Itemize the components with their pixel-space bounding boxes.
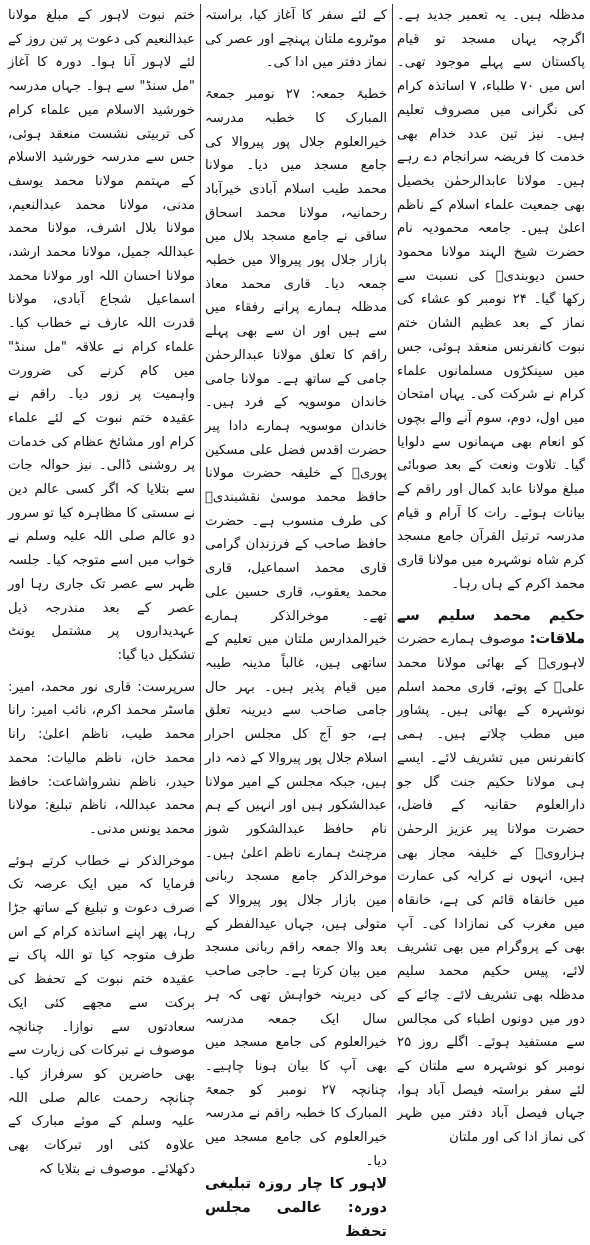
section-heading: حکیم محمد سلیم سے ملاقات: [397, 607, 585, 648]
paragraph: مدظلہ ہیں۔ یہ تعمیر جدید ہے۔ اگرچہ یہاں مسجد تو قیام پاکستان سے پہلے موجود تھی۔ اس میں ۷۰ طلباء، ۷ اساتذہ کرام کی نگرانی میں مصروف تعلیم ہیں۔ نیز تین عدد خدام بھی خدمت کا فریضہ سرانجام دے رہے ہیں۔ مولانا عابدالرحمٰن بخصیل بھی جمعیت علماء اسلام کے ناظم اعلیٰ ہیں۔ جامعہ محمودیہ نام حضرت شیخ الہند مولانا محمود حسن دیوبندیؒ کی نسبت سے رکھا گیا۔ ۲۴ نومبر کو عشاء کی نماز کے بعد عظیم الشان ختم نبوت کانفرنس منعقد ہوئی، جس میں سینکڑوں مسلمانوں علماء کرام نے شرکت کی۔ یہاں امتحان میں اول، دوم، سوم آنے والے بچوں کو انعام بھی مہمانوں سے دلوایا گیا۔ تلاوت ونعت کے بعد صوبائی مبلغ مولانا عابد کمال اور راقم کے بیانات ہوئے۔ رات کا آرام و قیام مدرسہ ترتیل القرآن جامع مسجد کرم شاہ نوشہرہ میں مولانا قاری محمد اکرم کے ہاں رہا۔ [397, 8, 585, 592]
section-heading: لاہور کا چار روزہ تبلیغی دورہ: عالمی مجلس تحفظ [205, 1176, 387, 1240]
paragraph: موخرالذکر نے خطاب کرتے ہوئے فرمایا کہ میں ایک عرصہ تک صرف دعوت و تبلیغ کے ساتھ جڑا رہا، پھر اپنے اساتذہ کرام کے اس طرف متوجہ کیا تو اللہ پاک نے عقیدہ ختم نبوت کے تحفظ کی برکت سے مجھے کئی ایک سعادتوں سے نوازا۔ چنانچہ موصوف نے تبرکات کی زیارت سے بھی حاضرین کو سرفراز کیا۔ چنانچہ رحمت عالم صلی اللہ علیہ وسلم کے موئے مبارک کے علاوہ کئی اور تبرکات بھی دکھلائے۔ موصوف نے بتلایا کہ [8, 853, 195, 1177]
column-divider [200, 4, 201, 912]
paragraph: ختم نبوت لاہور کے مبلغ مولانا عبدالنعیم کی دعوت پر تین روز کے لئے لاہور آنا ہوا۔ دورہ کا آغاز "مل سنڈ" سے ہوا۔ جہاں مدرسہ خورشید الاسلام میں علماء کرام کی تربیتی نشست منعقد ہوئی، جس سے مدرسہ خورشید الاسلام کے مہتمم مولانا محمد یوسف مدنی، مولانا محمد عبدالنعیم، مولانا بلال اشرف، مولانا محمد عبداللہ جمیل، مولانا محمد ارشد، مولانا احسان اللہ اور مولانا محمد اسماعیل شجاع آبادی، مولانا قدرت اللہ عارف نے خطاب کیا۔ علماء کرام نے علاقہ "مل سنڈ" میں کام کرنے کی ضرورت واہمیت پر زور دیا۔ راقم نے عقیدہ ختم نبوت کے لئے علماء کرام اور مشائخ عظام کی خدمات پر روشنی ڈالی۔ نیز حوالہ جات سے بتلایا کہ اگر کسی عالم دین نے سستی کا مظاہرہ کیا تو سرور دو عالم صلی اللہ علیہ وسلم نے خواب میں اسے متوجہ کیا۔ جلسہ ظہر سے عصر تک جاری رہا اور عصر کے بعد مندرجہ ذیل عہدیداروں پر مشتمل یونٹ تشکیل دیا گیا: [8, 8, 195, 663]
section-block [397, 605, 585, 1150]
paragraph: خطبۂ جمعہ: ۲۷ نومبر جمعۃ المبارک کا خطبہ مدرسہ خیرالعلوم جلال پور پیروالا کی جامع مسجد میں دیا۔ مولانا محمد طیب اسلام آبادی خیرآباد رحمانیہ، مولانا محمد اسحاق ساقی نے جامع مسجد بلال میں بازار جلال پور پیروالا میں خطبہ جمعہ دیا۔ قاری محمد معاذ مدظلہ ہمارے پرانے رفقاء میں سے ہیں اور ان سے بھی پہلے راقم کا تعلق مولانا عبدالرحمٰن جامی کے ساتھ ہے۔ مولانا جامی خاندان موسویہ کے فرد ہیں۔ خاندان موسویہ ہمارے دادا پیر حضرت اقدس فضل علی مسکین پوریؒ کے خلیفہ حضرت مولانا حافظ محمد موسیٰ نقشبندیؒ کی طرف منسوب ہے۔ حضرت حافظ صاحب کے فرزندان گرامی قاری محمد اسماعیل، قاری محمد یعقوب، قاری حسین علی تھے۔ موخرالذکر ہمارے خیرالمدارس ملتان میں تعلیم کے ساتھی ہیں، غالباً مدینہ طیبہ میں قیام پذیر ہیں۔ بہر حال جامی صاحب سے دیرینہ تعلق ہے، جو آج کل مجلس احرار اسلام جلال پور پیروالا کے ذمہ دار ہیں، جبکہ مجلس کے امیر مولانا عبدالشکور ہیں اور انہیں کے ہم نام حافظ عبدالشکور شوز مرچنٹ ہمارے ناظم اعلیٰ ہیں۔ موخرالذکر جامع مسجد ربانی مین بازار جلال پور پیروالا کے متولی ہیں، جہاں عیدالفطر کے بعد والا جمعہ راقم ربانی مسجد میں بیان کرتا ہے۔ حاجی صاحب کی دیرینہ خواہش تھی کہ ہر سال ایک جمعہ مدرسہ خیرالعلوم کی جامع مسجد میں بھی آپ کا بیان ہونا چاہیے۔ چنانچہ ۲۷ نومبر کو جمعۃ المبارک کا خطبہ راقم نے مدرسہ خیرالعلوم کی جامع مسجد میں دیا۔ [205, 87, 387, 1169]
column-right [397, 4, 585, 1146]
spacer [8, 668, 195, 676]
column-left [8, 4, 195, 1177]
paragraph: موصوف ہمارے حضرت لاہوریؒ کے بھائی مولانا محمد علیؒ کے پوتے، قاری محمد اسلم نوشہرہ کے بھائی ہیں۔ پشاور میں مطب چلاتے ہیں۔ ہمی کانفرنس میں تشریف لائے۔ ایسے ہی مولانا حکیم جنت گل جو دارالعلوم حقانیہ کے فاضل، حضرت مولانا پیر عزیز الرحمٰن ہزارویؒ کے خلیفہ مجاز بھی ہیں، انہوں نے کرایہ کی عمارت میں خانقاہ قائم کی ہے، خانقاہ میں مغرب کی نمازادا کی۔ آپ بھی کے پروگرام میں بھی تشریف لائے، پیس حکیم محمد سلیم مدظلہ بھی تشریف لائے۔ چائے کے دور میں دونوں اطباء کی مجالس سے مستفید ہوئے۔ اگلے روز ۲۵ نومبر کو نوشہرہ سے ملتان کے لئے سفر براستہ فیصل آباد ہوا، جہاں فیصل آباد دفتر میں ظہر کی نماز ادا کی اور ملتان [397, 632, 585, 1146]
paragraph: کے لئے سفر کا آغاز کیا، براستہ موٹروے ملتان پہنچے اور عصر کی نماز دفتر میں ادا کی۔ [205, 8, 387, 71]
spacer [8, 842, 195, 850]
spacer [205, 75, 387, 83]
spacer [397, 597, 585, 605]
column-divider [392, 4, 393, 912]
column-middle [205, 4, 387, 1240]
paragraph: سرپرست: قاری نور محمد، امیر: ماسٹر محمد اکرم، نائب امیر: رانا محمد طیب، ناظم اعلیٰ: رانا محمد خان، ناظم مالیات: محمد حیدر، ناظم نشرواشاعت: حافظ محمد عبداللہ، ناظم تبلیغ: مولانا محمد یونس مدنی۔ [8, 679, 195, 837]
